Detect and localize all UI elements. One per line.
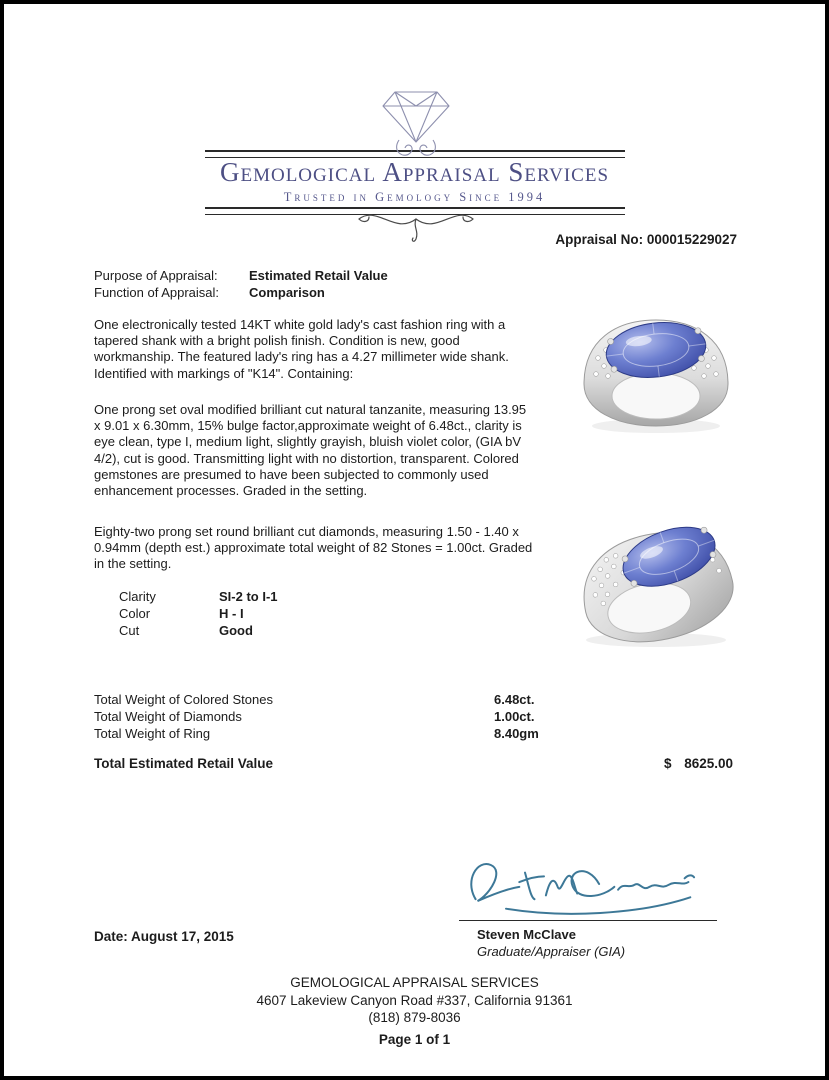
diamond-logo-icon (361, 80, 471, 162)
grade-cut-value: Good (219, 623, 253, 638)
appraisal-number: Appraisal No: 000015229027 (555, 232, 737, 247)
retail-value-label: Total Estimated Retail Value (94, 756, 274, 771)
page-indicator: Page 1 of 1 (378, 1032, 451, 1047)
signature-image (442, 846, 722, 922)
total-diamonds-value: 1.00ct. (494, 709, 535, 724)
description-paragraph-tanzanite: One prong set oval modified brilliant cut natural tanzanite, measuring 13.95 x 9.01 x 6.30mm, 15% bulge factor,approximate weight of 6.48ct., clarity is eye clean, type I, medium light, slightly grayish, bluish violet color, (GIA bV 4/2), cut is good. Transmitting light with no distortion, transparent. Colored gemstones are presumed to have been subjected to commonly used enhancement processes. Graded in the setting. (94, 402, 527, 499)
brand-tagline: Trusted in Gemology Since 1994 (283, 190, 546, 204)
description-paragraph-diamonds: Eighty-two prong set round brilliant cut diamonds, measuring 1.50 - 1.40 x 0.94mm (depth est.) approximate total weight of 82 Stones = 1.00ct. Graded in the setting. (94, 524, 533, 572)
function-label: Function of Appraisal: (94, 285, 220, 300)
signature-line (459, 920, 717, 921)
total-ring-weight-value: 8.40gm (494, 726, 539, 741)
appraiser-title: Graduate/Appraiser (GIA) (477, 944, 626, 959)
retail-amount: 8625.00 (684, 756, 733, 771)
purpose-value: Estimated Retail Value (249, 268, 388, 283)
total-diamonds-label: Total Weight of Diamonds (94, 709, 242, 724)
footer-org-name: GEMOLOGICAL APPRAISAL SERVICES (290, 975, 539, 990)
grade-clarity-value: SI-2 to I-1 (219, 589, 278, 604)
function-value: Comparison (249, 285, 325, 300)
ring-photo-bottom (556, 502, 761, 652)
purpose-label: Purpose of Appraisal: (94, 268, 218, 283)
ring-photo-top (556, 292, 756, 437)
grade-color-label: Color (119, 606, 151, 621)
description-paragraph-ring: One electronically tested 14KT white gold lady's cast fashion ring with a tapered shank with a bright polish finish. Condition is new, good workmanship. The featured lady's ring has a 4.27 millimeter wide shank. Identified with markings of "K14". Containing: (94, 317, 509, 381)
grade-clarity-label: Clarity (119, 589, 156, 604)
total-ring-weight-label: Total Weight of Ring (94, 726, 211, 741)
appraisal-date: Date: August 17, 2015 (94, 929, 234, 944)
footer-phone: (818) 879-8036 (368, 1010, 461, 1025)
grade-color-value: H - I (219, 606, 244, 621)
appraiser-name: Steven McClave (477, 927, 576, 942)
total-colored-stones-value: 6.48ct. (494, 692, 535, 707)
total-colored-stones-label: Total Weight of Colored Stones (94, 692, 273, 707)
flourish-icon (353, 209, 479, 245)
grade-cut-label: Cut (119, 623, 140, 638)
footer-address: 4607 Lakeview Canyon Road #337, California 91361 (256, 993, 573, 1008)
retail-currency-symbol: $ (664, 756, 672, 771)
brand-title: Gemological Appraisal Services (219, 157, 610, 187)
